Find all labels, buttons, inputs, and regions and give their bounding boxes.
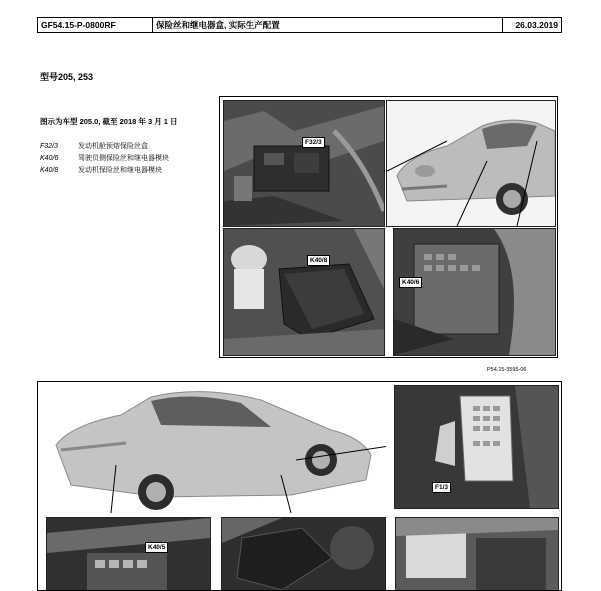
legend-item [40, 152, 169, 164]
car-rear-illustration [41, 385, 386, 513]
photo-fuse-box-f1-3 [394, 385, 559, 509]
callout-k40-5: K40/5 [145, 542, 168, 553]
photo-module-right [395, 517, 559, 591]
legend-code: F32/3 [40, 142, 58, 150]
legend-item [40, 164, 169, 176]
fuse-box-f1-3-illustration [395, 386, 558, 508]
photo-module-middle [221, 517, 386, 591]
doc-title: 保险丝和继电器盒, 实际生产配置 [153, 18, 503, 32]
callout-k40-8: K40/8 [307, 255, 330, 266]
callout-f1-3: F1/3 [432, 482, 451, 493]
engine-bay-illustration [224, 101, 384, 226]
photo-module-k40-6 [393, 228, 556, 356]
legend-code: K40/8 [40, 166, 59, 174]
legend-text: 发动机舱预熔保险丝盒 [78, 143, 148, 150]
module-k40-6-illustration [394, 229, 555, 355]
figure-note: 图示为车型 205.0, 截至 2018 年 3 月 1 日 [40, 117, 178, 126]
legend-list [40, 140, 169, 176]
photo-car-rear [41, 385, 386, 513]
car-front-illustration [387, 101, 555, 226]
figure-1 [219, 96, 558, 358]
legend-text: 驾驶员侧保险丝和继电器模块 [78, 155, 169, 162]
photo-module-k40-5 [46, 517, 211, 591]
document-header [37, 17, 562, 33]
module-k40-8-illustration [224, 229, 384, 355]
module-middle-illustration [222, 518, 385, 590]
module-k40-5-illustration [47, 518, 210, 590]
callout-k40-6: K40/6 [399, 277, 422, 288]
legend-text: 发动机保险丝和继电器模块 [78, 167, 162, 174]
doc-id: GF54.15-P-0800RF [38, 18, 153, 32]
photo-engine-bay-f32-3 [223, 100, 385, 227]
legend-item [40, 140, 169, 152]
photo-module-k40-8 [223, 228, 385, 356]
model-line: 型号205, 253 [40, 72, 94, 82]
module-right-illustration [396, 518, 558, 590]
figure-1-ref: P54.15-3595-06 [487, 367, 527, 373]
callout-f32-3: F32/3 [302, 137, 325, 148]
figure-2 [37, 381, 562, 591]
legend-code: K40/6 [40, 154, 59, 162]
doc-date: 26.03.2019 [515, 20, 558, 30]
photo-car-front [386, 100, 556, 227]
